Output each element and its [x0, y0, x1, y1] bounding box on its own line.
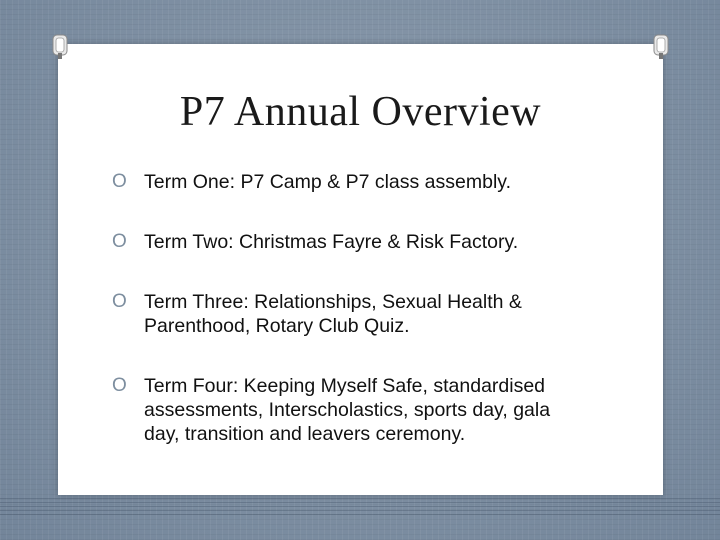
bullet-marker: O [112, 231, 127, 252]
slide-title: P7 Annual Overview [179, 89, 542, 135]
bullet-term-three [112, 290, 587, 338]
pushpin-icon [50, 34, 70, 60]
bullet-text: Term Two: Christmas Fayre & Risk Factory. [144, 231, 519, 253]
background-texture-strip [0, 498, 720, 518]
bullet-marker: O [112, 375, 127, 396]
bullet-marker: O [112, 171, 127, 192]
bullet-text: Term Four: Keeping Myself Safe, standardised assessments, Interscholastics, sports day, gala day, transition and leavers ceremony. [144, 375, 551, 445]
bullet-term-one [112, 170, 587, 194]
pushpin-icon [651, 34, 671, 60]
bullet-term-four [112, 374, 587, 446]
bullet-list [112, 170, 587, 446]
bullet-marker: O [112, 291, 127, 312]
bullet-term-two [112, 230, 587, 254]
bullet-text: Term Three: Relationships, Sexual Health & Parenthood, Rotary Club Quiz. [144, 291, 522, 337]
bullet-text: Term One: P7 Camp & P7 class assembly. [144, 171, 512, 193]
